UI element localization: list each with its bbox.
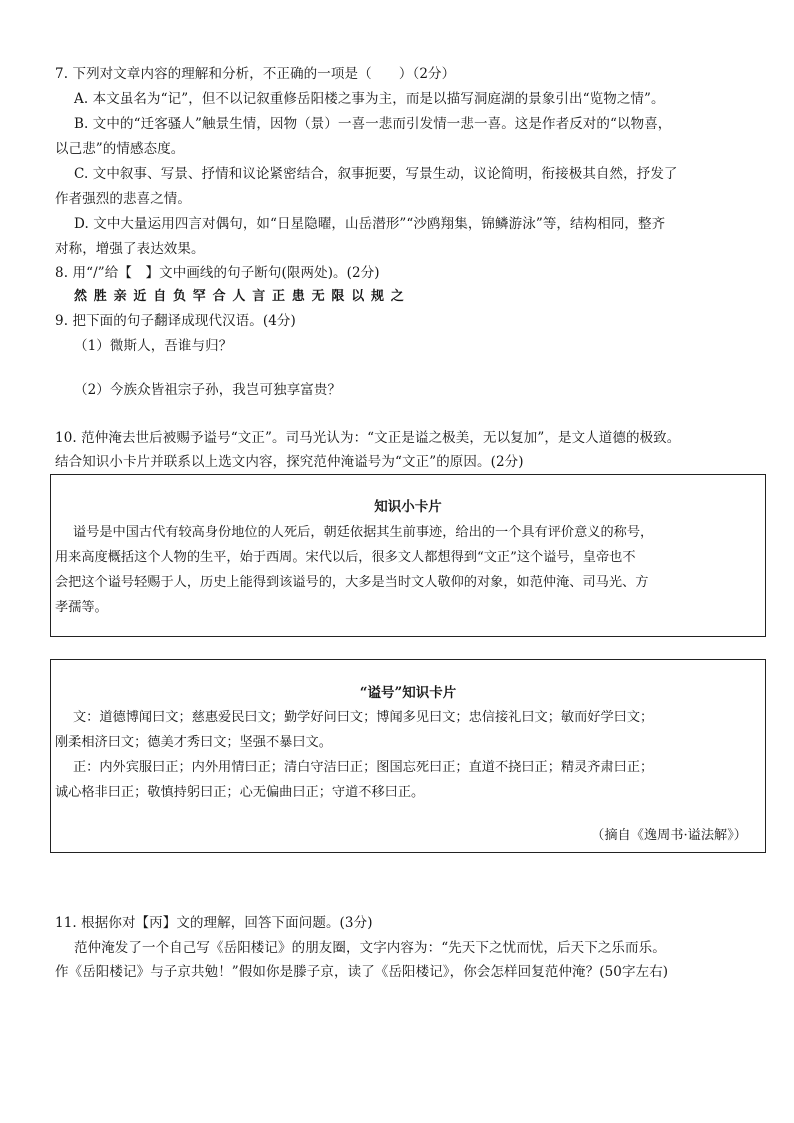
- knowledge-card-line3: 会把这个谥号轻赐于人，历史上能得到该谥号的，大多是当时文人敬仰的对象，如范仲淹、司马光、方: [55, 575, 649, 590]
- posthumous-title-card-line2: 刚柔相济曰文；德美才秀曰文；坚强不暴曰文。: [55, 735, 332, 750]
- q9-sentence-1: （1）微斯人，吾谁与归？: [74, 338, 233, 354]
- q8-stem: 8. 用“/”给【 】文中画线的句子断句(限两处)。(2分): [55, 265, 380, 281]
- q7-option-a: A. 本文虽名为“记”，但不以记叙重修岳阳楼之事为主，而是以描写洞庭湖的景象引出“览物之情”。: [74, 91, 665, 107]
- q7-option-d-line1: D. 文中大量运用四言对偶句，如“日星隐曜，山岳潜形”“沙鸥翔集，锦鳞游泳”等，结构相同，整齐: [74, 216, 666, 232]
- q9-sentence-2: （2）今族众皆祖宗子孙，我岂可独享富贵？: [74, 382, 342, 398]
- q11-stem: 11. 根据你对【丙】文的理解，回答下面问题。(3分): [55, 915, 373, 931]
- q7-option-c-line1: C. 文中叙事、写景、抒情和议论紧密结合，叙事扼要，写景生动，议论简明，衔接极其自然，抒发了: [74, 166, 678, 182]
- q11-line1: 范仲淹发了一个自己写《岳阳楼记》的朋友圈，文字内容为：“先天下之忧而忧，后天下之乐而乐。: [74, 940, 666, 956]
- q7-option-c-line2: 作者强烈的悲喜之情。: [55, 191, 191, 207]
- knowledge-card-line1: 谥号是中国古代有较高身份地位的人死后，朝廷依据其生前事迹，给出的一个具有评价意义的称号，: [73, 525, 654, 540]
- q10-stem-line1: 10. 范仲淹去世后被赐予谥号“文正”。司马光认为：“文正是谥之极美，无以复加”，是文人道德的极致。: [55, 430, 681, 446]
- q8-sentence: 然胜亲近自负罕合人言正患无限以规之: [74, 289, 411, 304]
- knowledge-card-line2: 用来高度概括这个人物的生平，始于西周。宋代以后，很多文人都想得到“文正”这个谥号，皇帝也不: [55, 550, 636, 565]
- q7-option-b-line2: 以己悲”的情感态度。: [55, 141, 185, 157]
- posthumous-title-card-line3: 正：内外宾服曰正；内外用情曰正；清白守洁曰正；图国忘死曰正；直道不挠曰正；精灵齐肃曰正；: [73, 760, 654, 775]
- posthumous-title-card-line1: 文：道德博闻曰文；慈惠爱民曰文；勤学好问曰文；博闻多见曰文；忠信接礼曰文；敏而好学曰文；: [73, 710, 654, 725]
- q10-stem-line2: 结合知识小卡片并联系以上选文内容，探究范仲淹谥号为“文正”的原因。(2分): [55, 454, 524, 470]
- knowledge-card-line4: 孝孺等。: [55, 600, 108, 615]
- knowledge-card: [50, 474, 766, 637]
- posthumous-title-card-line4: 诚心格非曰正；敬慎持躬曰正；心无偏曲曰正；守道不移曰正。: [55, 785, 425, 800]
- knowledge-card-title: 知识小卡片: [374, 499, 442, 515]
- posthumous-title-card-title: “谥号”知识卡片: [359, 685, 457, 701]
- q9-stem: 9. 把下面的句子翻译成现代汉语。(4分): [55, 313, 296, 329]
- q7-option-b-line1: B. 文中的“迁客骚人”触景生情，因物（景）一喜一悲而引发情一悲一喜。这是作者反对的“以物喜，: [74, 116, 672, 132]
- q7-stem: 7. 下列对文章内容的理解和分析，不正确的一项是（ ）（2分）: [55, 66, 456, 82]
- posthumous-title-card-source: （摘自《逸周书·谥法解》）: [591, 828, 747, 843]
- posthumous-title-card: [50, 659, 766, 853]
- q11-line2: 作《岳阳楼记》与子京共勉！”假如你是滕子京，读了《岳阳楼记》，你会怎样回复范仲淹？(50字左右): [55, 964, 669, 980]
- q7-option-d-line2: 对称，增强了表达效果。: [55, 241, 205, 257]
